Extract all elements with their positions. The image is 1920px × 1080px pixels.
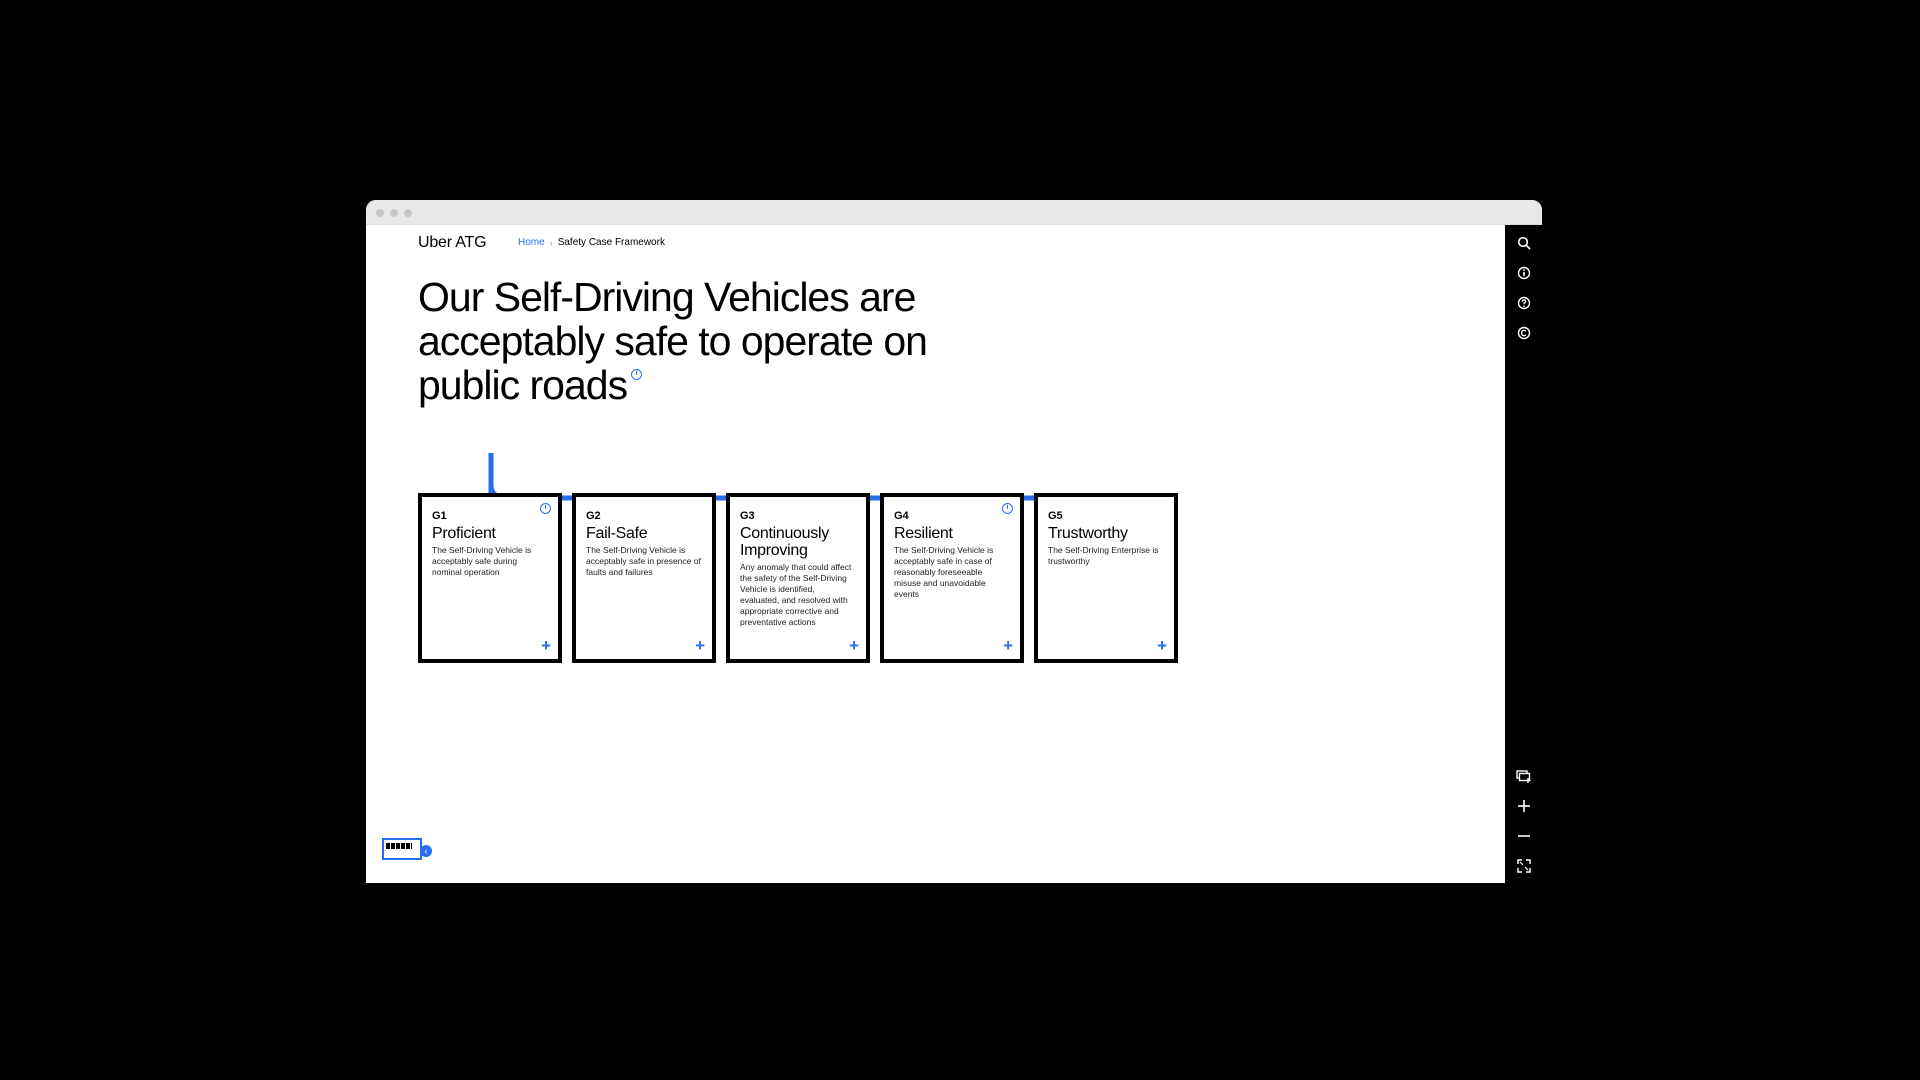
zoom-in-icon: [1517, 799, 1531, 813]
goal-info-icon[interactable]: i: [540, 503, 551, 514]
add-view-button[interactable]: [1505, 761, 1542, 791]
goal-description: Any anomaly that could affect the safety of the Self-Driving Vehicle is identified, evaluated, and resolved with appropriate corrective and preventative actions: [740, 562, 852, 627]
window-minimize-dot[interactable]: [390, 209, 398, 217]
goal-id: G4: [894, 510, 909, 522]
expand-plus-icon[interactable]: +: [541, 636, 551, 655]
goal-title: Fail-Safe: [586, 525, 648, 542]
goal-id: G1: [432, 510, 447, 522]
goal-id: G3: [740, 510, 755, 522]
goal-card-g5[interactable]: [1034, 493, 1178, 663]
zoom-out-button[interactable]: [1505, 821, 1542, 851]
goal-id: G5: [1048, 510, 1063, 522]
goal-id: G2: [586, 510, 601, 522]
goal-description: The Self-Driving Enterprise is trustworthy: [1048, 545, 1159, 566]
goal-title: Resilient: [894, 525, 953, 542]
expand-plus-icon[interactable]: +: [1003, 636, 1013, 655]
goal-title: Proficient: [432, 525, 496, 542]
goal-description: The Self-Driving Vehicle is acceptably safe in case of reasonably foreseeable misuse and unavoidable events: [894, 545, 994, 599]
expand-plus-icon[interactable]: +: [1157, 636, 1167, 655]
page-title-line-3: public roads: [418, 362, 628, 408]
breadcrumb-separator: ›: [549, 237, 553, 248]
zoom-in-button[interactable]: [1505, 791, 1542, 821]
goal-info-icon[interactable]: i: [1002, 503, 1013, 514]
main-canvas: [366, 225, 1505, 883]
goal-description: The Self-Driving Vehicle is acceptably safe in presence of faults and failures: [586, 545, 701, 577]
goal-card-g1[interactable]: [418, 493, 562, 663]
copyright-icon: [1517, 326, 1531, 340]
fullscreen-button[interactable]: [1505, 851, 1542, 881]
breadcrumb-home-link[interactable]: Home: [518, 237, 545, 248]
goal-card-g4[interactable]: [880, 493, 1024, 663]
minimap-preview: [386, 843, 412, 849]
info-icon: [1517, 266, 1531, 280]
expand-plus-icon[interactable]: +: [849, 636, 859, 655]
minimap[interactable]: [382, 838, 422, 860]
window-maximize-dot[interactable]: [404, 209, 412, 217]
window-titlebar: [366, 200, 1542, 225]
minimap-toggle-chevron-icon[interactable]: ‹: [420, 845, 432, 857]
goal-tree-connectors: [366, 225, 1126, 525]
goal-card-g2[interactable]: [572, 493, 716, 663]
fullscreen-icon: [1517, 859, 1531, 873]
help-icon: [1517, 296, 1531, 310]
zoom-out-icon: [1517, 829, 1531, 843]
page-title-line-2: acceptably safe to operate on: [418, 318, 927, 364]
browser-window: [366, 200, 1542, 883]
goal-title: Trustworthy: [1048, 525, 1128, 542]
breadcrumb-current: Safety Case Framework: [557, 237, 665, 248]
goal-title: Continuously Improving: [740, 525, 829, 559]
goal-description: The Self-Driving Vehicle is acceptably safe during nominal operation: [432, 545, 532, 577]
right-toolbar: [1505, 225, 1542, 883]
title-info-icon[interactable]: i: [631, 369, 642, 380]
search-icon: [1517, 236, 1531, 250]
help-button[interactable]: [1505, 288, 1542, 318]
info-button[interactable]: [1505, 258, 1542, 288]
page-title-line-1: Our Self-Driving Vehicles are: [418, 274, 916, 320]
add-view-icon: [1516, 769, 1532, 783]
goal-card-g3[interactable]: [726, 493, 870, 663]
copyright-button[interactable]: [1505, 318, 1542, 348]
app-logo[interactable]: Uber ATG: [418, 234, 487, 251]
window-close-dot[interactable]: [376, 209, 384, 217]
search-button[interactable]: [1505, 228, 1542, 258]
expand-plus-icon[interactable]: +: [695, 636, 705, 655]
